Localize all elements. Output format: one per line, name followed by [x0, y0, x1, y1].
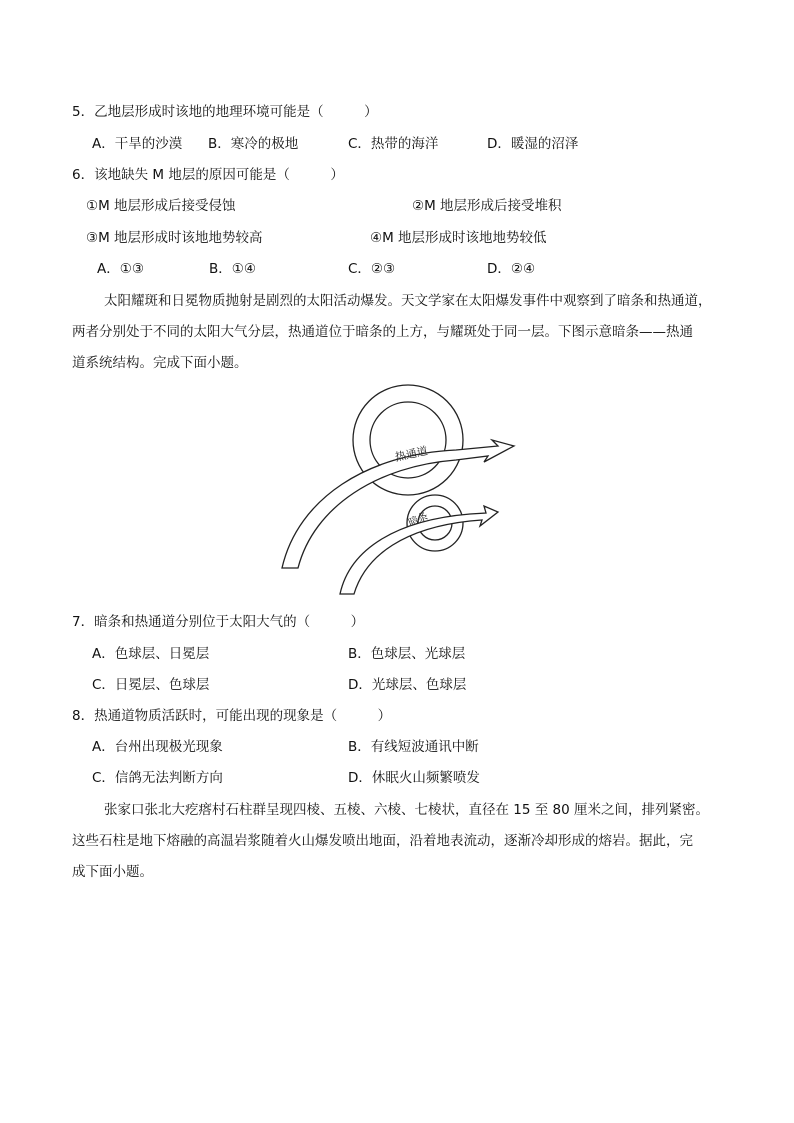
passage-2-line-2: 这些石柱是地下熔融的高温岩浆随着火山爆发喷出地面，沿着地表流动，逐渐冷却形成的熔岩。据此，完 — [72, 833, 693, 849]
q6-statement-3: ③M 地层形成时该地地势较高 — [86, 230, 263, 246]
q5-option-b: B．寒冷的极地 — [208, 136, 299, 152]
q7-option-c: C．日冕层、色球层 — [92, 677, 210, 693]
filament-hot-channel-diagram — [278, 378, 518, 596]
q5-option-c: C．热带的海洋 — [348, 136, 439, 152]
q8-option-a: A．台州出现极光现象 — [92, 739, 223, 755]
passage-1-line-1: 太阳耀斑和日冕物质抛射是剧烈的太阳活动爆发。天文学家在太阳爆发事件中观察到了暗条和热通道， — [104, 293, 712, 309]
q8-option-d: D．休眠火山频繁喷发 — [348, 770, 480, 786]
q6-statement-2: ②M 地层形成后接受堆积 — [412, 198, 562, 214]
passage-1-line-3: 道系统结构。完成下面小题。 — [72, 355, 248, 371]
question-6-stem: 6．该地缺失 M 地层的原因可能是（ ） — [72, 167, 344, 183]
q6-option-d: D．②④ — [487, 261, 536, 277]
q7-option-a: A．色球层、日冕层 — [92, 646, 210, 662]
question-8-stem: 8．热通道物质活跃时，可能出现的现象是（ ） — [72, 708, 392, 724]
q7-option-b: B．色球层、光球层 — [348, 646, 466, 662]
q6-option-a: A．①③ — [97, 261, 144, 277]
q6-statement-1: ①M 地层形成后接受侵蚀 — [86, 198, 236, 214]
q5-option-a: A．干旱的沙漠 — [92, 136, 183, 152]
passage-2-line-3: 成下面小题。 — [72, 864, 153, 880]
q6-statement-4: ④M 地层形成时该地地势较低 — [370, 230, 547, 246]
filament-label: 暗条 — [407, 511, 430, 529]
question-5-stem: 5．乙地层形成时该地的地理环境可能是（ ） — [72, 104, 378, 120]
q8-option-c: C．信鸽无法判断方向 — [92, 770, 223, 786]
q5-option-d: D．暖湿的沼泽 — [487, 136, 579, 152]
question-7-stem: 7．暗条和热通道分别位于太阳大气的（ ） — [72, 614, 365, 630]
hot-channel-label: 热通道 — [393, 444, 429, 464]
q6-option-b: B．①④ — [209, 261, 256, 277]
passage-2-line-1: 张家口张北大疙瘩村石柱群呈现四棱、五棱、六棱、七棱状，直径在 15 至 80 厘米之间，排列紧密。 — [104, 802, 710, 818]
q8-option-b: B．有线短波通讯中断 — [348, 739, 479, 755]
passage-1-line-2: 两者分别处于不同的太阳大气分层，热通道位于暗条的上方，与耀斑处于同一层。下图示意暗条——热通 — [72, 324, 693, 340]
q7-option-d: D．光球层、色球层 — [348, 677, 467, 693]
q6-option-c: C．②③ — [348, 261, 396, 277]
